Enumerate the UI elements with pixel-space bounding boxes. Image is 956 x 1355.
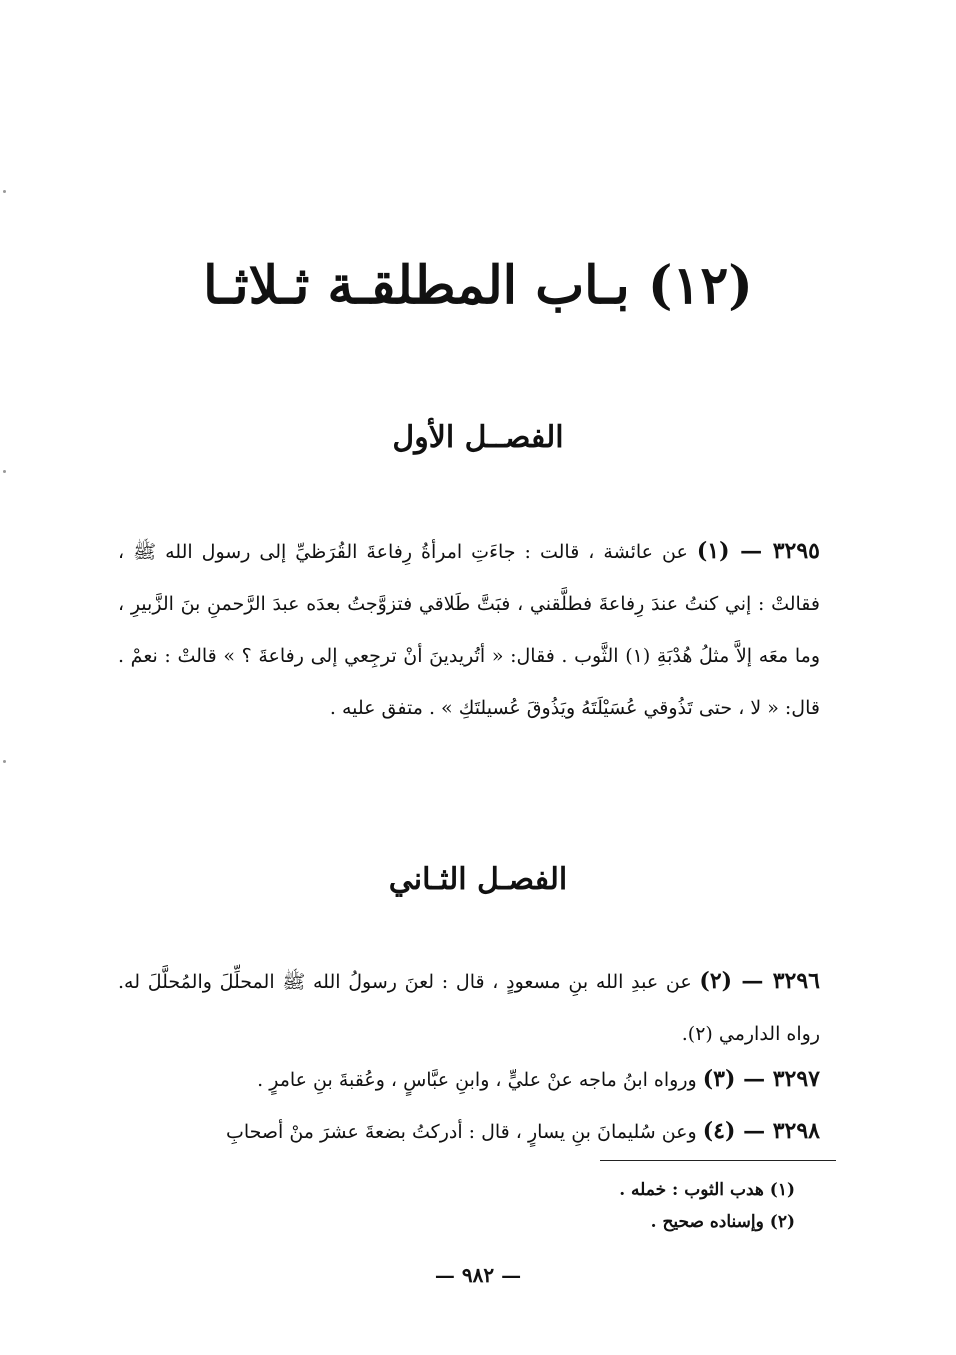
footnote-1: (١) هدب الثوب : خمله . — [619, 1180, 795, 1200]
page-number: — ٩٨٢ — — [434, 1263, 522, 1287]
hadith-text: ورواه ابنُ ماجه عنْ عليٍّ ، وابنِ عبَّاسٍ ، وعُقبةَ بنِ عامرٍ . — [257, 1069, 697, 1091]
hadith-number: ٣٢٩٥ — (١) — [696, 538, 820, 564]
hadith-text: عن عائشة ، قالت : جاءَتِ امرأةُ رِفاعةَ القُرَظيِّ إلى رسول الله ﷺ ، فقالتْ : إني كنتُ عندَ رِفاعةَ فطلَّقني ، فبَتَّ طَلاقي فتزوَّجتُ بعدَه عبدَ الرَّحمنِ بنَ الزَّبيرِ ، وما معَه إلاَّ مثلُ هُدْبَةِ (١) الثَّوب . فقال: « أتُريدينَ أنْ ترجِعي إلى رفاعةَ ؟ » قالتْ : نعمْ . قال: « لا ، حتى تَذُوقي عُسَيْلَتَهُ ويَذُوقَ عُسيلتَكِ » . متفق عليه . — [118, 541, 820, 719]
scan-speck — [3, 470, 6, 473]
hadith-3298 — [118, 1108, 820, 1155]
hadith-text: وعن سُليمانَ بنِ يسارٍ ، قال : أدركتُ بضعةَ عشرَ منْ أصحابِ — [225, 1121, 697, 1143]
footnote-divider — [600, 1160, 836, 1161]
footnote-2: (٢) وإسناده صحيح . — [650, 1212, 795, 1232]
hadith-3297 — [118, 1056, 820, 1103]
section-title-first: الفصــل الأول — [392, 420, 564, 455]
hadith-text: عن عبدِ الله بنِ مسعودٍ ، قال : لعنَ رسولُ الله ﷺ المحلِّلَ والمُحلَّلَ له. رواه الدارمي (٢). — [118, 971, 820, 1045]
hadith-number: ٣٢٩٧ — (٣) — [702, 1066, 820, 1092]
hadith-number: ٣٢٩٦ — (٢) — [699, 968, 820, 994]
section-title-second: الفصـل الثـاني — [388, 862, 568, 897]
hadith-number: ٣٢٩٨ — (٤) — [702, 1118, 820, 1144]
chapter-title: (١٢) بـاب المطلقـة ثـلاثـا — [203, 255, 753, 316]
hadith-3296 — [118, 955, 820, 1060]
scan-speck — [3, 190, 6, 193]
hadith-3295 — [118, 525, 820, 734]
scan-speck — [3, 760, 6, 763]
